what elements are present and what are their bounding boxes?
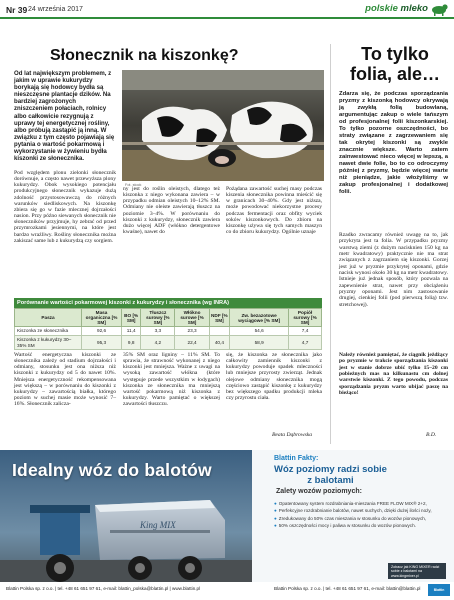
bullet-icon: ● <box>274 523 277 529</box>
ad-contact-right: Blattin Polska sp. z o.o. | tel. +48 61 651 97 61, e-mail: blattin@blattin.pl <box>274 586 421 591</box>
table-cell: 58,9 <box>230 335 289 349</box>
table-cell: Kiszonka z kukurydzy 30–35% SM <box>15 335 82 349</box>
header-rule <box>0 17 454 19</box>
article-lead: Od lat największym problemem, z jakim w uprawie kukurydzy borykają się hodowcy bydła są nieszczęsne plantacje dzików. Na bardziej zagrożonych zniszczeniem połaciach, rolnicy albo całkowicie rezygnują z uprawy tej energetycznej rośliny, albo próbują zastąpić ją inną. W związku z tym często pojawiają się pytania o wartość pokarmową i wykorzystanie w żywieniu bydła kiszonki ze słonecznika. <box>14 70 115 163</box>
column-divider <box>330 44 331 444</box>
ad-title: Idealny wóz do balotów <box>12 460 212 480</box>
ad-headline-line2: z balotami <box>307 475 354 486</box>
article-column-4: Wartość energetyczna kiszonki ze słonecznika zależy od stadium dojrzałości i odmiany, stosunku jest ona niższa niż kiszonki z kukurydzy od 5 do nawet 10%. Mniejsza energetyczność rekompensowana jest większą – w porównaniu do kiszonki z kukurydzy – zawartością białka, którego poziom w suchej masie może wynosić 7–16%. Słonecznik zalicza- <box>14 352 116 408</box>
table-cell: Kiszonka ze słonecznika <box>15 327 82 336</box>
ad-bullet-list <box>274 500 450 530</box>
sidebar-article-body: Rzadko zwracamy również uwagę na to, jak przykryta jest ta folia. W przypadku pryzmy warstwą ziemi (z dużym nacisknien 150 kg na metr kwadratowy) praktycznie nie ma strat związanych z zagrzaniem się kiszonki. Gorzej jest już w pryzmie przykrytej oponami, gdzie nacisk wynosi około 30 kg na metr kwadratowy. Istnieje już jednak sposób, który pozwala na zapewnienie strat, nawet przy obciążeniu pryzmy oponami. Jest nim zastosowanie drugiej, cienkiej folii (pod pierwszą folią) tzw. stretchowej). <box>339 232 448 308</box>
ad-brand: Blattin Fakty: <box>274 455 319 462</box>
blattin-logo: Blattin <box>428 584 450 596</box>
table-row <box>15 327 322 336</box>
ad-headline-line1: Wóz poziomy radzi sobie <box>274 464 387 475</box>
table-cell: 7,4 <box>289 327 322 336</box>
issue-number: Nr 39 <box>6 5 28 15</box>
sidebar-article-title: To tylko folia, ale… <box>349 44 441 84</box>
sidebar-article-emphasis: Należy również pamiętać, że ciągnik jeżdżący po pryzmie w trakcie sporządzania kiszonki jest w stanie dobrze ubić tylko 15–20 cm pobieżnych mas na kilkunastu cm dolnej warstwie kiszonki. Z tego powodu, podczas sporządzania pryzm warto ubijać paszę na bieżąco! <box>339 352 448 397</box>
cow-logo-icon <box>429 2 449 16</box>
table-header: Tłuszcz surowy [% SM] <box>141 309 175 327</box>
list-item: ● Perfekcyjne rozdrabnianie balotów, nawet suchych, dzięki dużej ilości noży, <box>274 508 432 514</box>
bullet-icon: ● <box>274 508 277 514</box>
ad-headline <box>274 464 387 486</box>
ad-subheading: Zalety wozów poziomych: <box>276 488 362 495</box>
table-cell: 92,6 <box>82 327 122 336</box>
table-header: Włókno surowe [% SM] <box>175 309 209 327</box>
article-column-2: ny jest do roślin oleistych, dlatego też kiszonka z niego wykonana zawiera – w przypadku odmian oleistych 10–12% SM. Odmiany nie oleiste zawierają tłuszcz na poziomie 3–4%. W porównaniu do kiszonki z kukurydzy, słonecznik zawiera dużo więcej ADF (włókno detergentowe kwaśne), nawet do <box>123 186 220 236</box>
list-item: ● 50% oszczędności mocy i paliwa w stosunku do wozów pionowych. <box>274 523 416 529</box>
table-header: Zw. bezazotowe wyciągowe [% SM] <box>230 309 289 327</box>
cows-photo <box>122 70 324 181</box>
advertisement <box>0 450 454 600</box>
table-cell: 40,4 <box>209 335 229 349</box>
bullet-icon: ● <box>274 515 277 521</box>
table-header: BO [% SM] <box>122 309 141 327</box>
table-row <box>15 335 322 349</box>
table-cell: 95,3 <box>82 335 122 349</box>
sidebar-article-signature: B.D. <box>426 432 437 438</box>
article-column-3: Pożądana zawartość suchej masy podczas kiszenia słonecznika powinna mieścić się w granicach 30–40%. Gdy jest niższa, może powodować niekorzystne procesy podczas fermentacji oraz obfity wyciek soków kiszonkowych. Do zbioru na kiszonkę używa się tych samych maszyn co do zbioru kukurydzy. Ogólnie uznaje <box>226 186 322 236</box>
comparison-table <box>14 308 322 350</box>
article-column-1: Pod względem plonu zielonki słonecznik dorównuje, a często nawet przewyższa plony kukurydzy. Obok wysokiego potencjału produkcyjnego słonecznik wykazuje dużą zdolność przystosowawczą do różnych warunków siedliskowych. Na kiszonkę zbiera się go w fazie mlecznej dojrzałości nasion. Przy późno siewanych słonecznik nie słoneczników przyjmuje, hy zebrać od przed przymrozkami jesiennymi, na które jest bardzo wrażliwy. Rośliny słonecznika można zakiszać same lub z kukurydzą czy sorgiem. <box>14 170 116 244</box>
article-column-5: 35% SM oraz ligniny – 11% SM. To sprawia, że strawność wykonanej z niego kiszonki jest mniejsza. Ważne z uwagi na wysoką zawartość włókna (które występuje przede wszystkim w łodygach) kiszonka ze słonecznika ma mniejszą wartość pokarmową niż kiszonka z kukurydzy. Warto pamiętać o większej zawartości tłuszczu. <box>123 352 220 408</box>
ad-contact-left: Blattin Polska sp. z o.o. | tel. +48 61 651 97 61, e-mail: blattin_polska@blattin.pl | www.blattin.pl <box>6 586 201 591</box>
machine-label: King MIX <box>140 520 176 530</box>
ad-website-callout[interactable]: Zobacz jak KING MIXER radzi sobie z balotami na www.kingmixer.pl <box>388 563 446 579</box>
table-cell: 22,4 <box>175 335 209 349</box>
article-column-6: się, że kiszonka ze słonecznika jako całkowity zamiennik kiszonki z kukurydzy powoduje spadek mleczności lub mniejsze przyrosty zwierząt. Jednak olejowe odmiany słonecznika mogą częściowo zastąpić kiszonkę z kukurydzy bez większego spadku produkcji mleka czy przyrostu ciała. <box>226 352 322 402</box>
brand-part2: mleko <box>400 3 428 14</box>
article-author: Beata Dąbrowska <box>272 432 313 438</box>
photo-credit: Fot. stock <box>125 183 142 187</box>
table-cell: 9,8 <box>122 335 141 349</box>
table-cell: 23,3 <box>175 327 209 336</box>
list-item: ● Opatentowany system rozdrabniania-mieszania FREE FLOW MIX® 2+2, <box>274 501 427 506</box>
issue-date: 24 września 2017 <box>28 6 83 13</box>
table-cell: 11,4 <box>122 327 141 336</box>
article-title: Słonecznik na kiszonkę? <box>50 47 239 64</box>
table-cell: 4,2 <box>141 335 175 349</box>
nutrition-table <box>14 298 322 350</box>
table-header: Masa organiczna [% SM] <box>82 309 122 327</box>
table-cell <box>209 327 229 336</box>
table-cell: 3,3 <box>141 327 175 336</box>
table-header-row <box>15 309 322 327</box>
list-item: ● Zredukowany do 50% czas mieszania w stosunku do wozów pionowych, <box>274 515 427 521</box>
bullet-icon: ● <box>274 501 277 506</box>
table-header: Popiół surowy [% SM] <box>289 309 322 327</box>
table-cell: 54,6 <box>230 327 289 336</box>
brand-logo <box>365 3 428 14</box>
table-header: Pasza <box>15 309 82 327</box>
table-header: NDF [% SM] <box>209 309 229 327</box>
sidebar-article-lead: Zdarza się, że podczas sporządzania pryzmy z kiszonką hodowcy okrywają ją zwykłą folią budowlaną, argumentując zakup o wiele tańszym od profesjonalnej folii kiszonkarskiej. To tylko pozorne oszczędności, bo straty związane z zagrzewaniem się tak okrytej kiszonki są zwykle znacznie większe. Warto zatem zainwestować nieco więcej w lepszą, a nawet dwie folie, bo to co odroczymy później z pryzmy, będzie więcej warte niż pieniądze, jakie włożyliśmy w zakup profesjonalnej i dodatkowej folii. <box>339 91 448 195</box>
brand-part1: polskie <box>365 3 398 14</box>
table-title: Porównanie wartości pokarmowej kiszonki z kukurydzy i słonecznika (wg INRA) <box>14 298 322 308</box>
table-cell: 4,7 <box>289 335 322 349</box>
